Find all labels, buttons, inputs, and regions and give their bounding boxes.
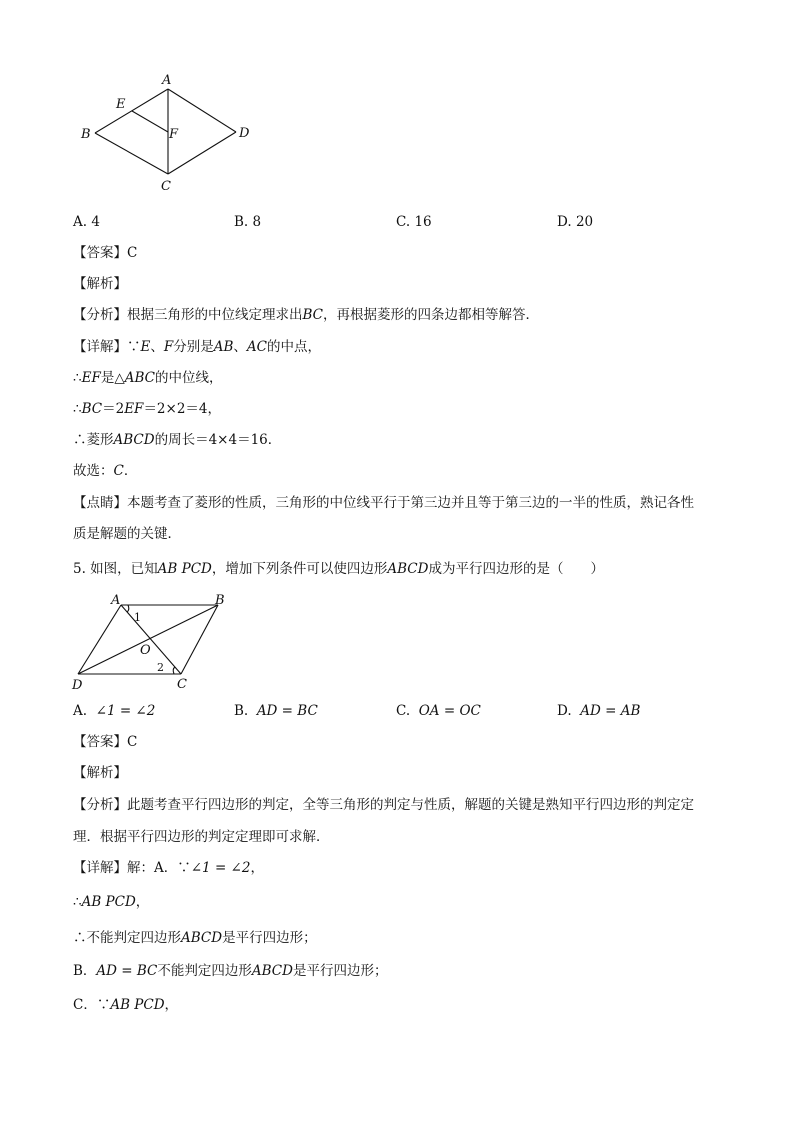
- q5-answer: 【答案】C: [73, 734, 138, 750]
- q5-jiexi-heading: 【解析】: [73, 765, 127, 781]
- q5-option-a: A. ∠1 = ∠2: [73, 703, 156, 719]
- edge-da: [168, 89, 236, 132]
- q4-choice: 故选：C．: [73, 463, 138, 479]
- diagonal-ac: [121, 605, 181, 674]
- q5-option-c: C. OA = OC: [396, 703, 481, 719]
- q4-jiexi-heading: 【解析】: [73, 276, 127, 292]
- edge-ab: [95, 89, 168, 133]
- edge-bc: [181, 605, 218, 674]
- midline-ef: [132, 111, 168, 132]
- q4-option-a: A. 4: [73, 214, 100, 230]
- angle-2-arc: [173, 667, 175, 674]
- label-e: E: [116, 97, 126, 112]
- label-a: A: [111, 593, 121, 608]
- q5-analysis-1: 【分析】此题考查平行四边形的判定，全等三角形的判定与性质，解题的关键是熟知平行四边形的判定定: [73, 797, 694, 813]
- q4-detail-1: 【详解】∵E、F分别是AB、AC的中点，: [73, 339, 321, 355]
- q5-detail-1: 【详解】解：A．∵∠1 = ∠2，: [73, 860, 264, 876]
- q5-option-b: B. AD = BC: [234, 703, 318, 719]
- q5-stem: 5. 如图，已知AB PCD，增加下列条件可以使四边形ABCD成为平行四边形的是（ ）: [73, 561, 604, 577]
- parallelogram-figure: [68, 590, 238, 695]
- label-1: 1: [134, 611, 141, 624]
- q4-detail-2: ∴EF是△ABC的中位线，: [73, 370, 223, 386]
- q4-comment-2: 质是解题的关键．: [73, 526, 181, 542]
- label-a: A: [162, 73, 172, 88]
- edge-bc: [95, 133, 168, 174]
- q5-detail-4: B．AD = BC不能判定四边形ABCD是平行四边形；: [73, 963, 388, 979]
- q4-detail-4: ∴菱形ABCD的周长＝4×4＝16．: [73, 432, 282, 448]
- q4-option-c: C. 16: [396, 214, 432, 230]
- q5-option-d: D. AD = AB: [557, 703, 641, 719]
- q4-answer: 【答案】C: [73, 245, 138, 261]
- label-b: B: [215, 593, 225, 608]
- label-2: 2: [157, 661, 164, 674]
- label-c: C: [177, 677, 187, 692]
- q4-comment-1: 【点睛】本题考查了菱形的性质，三角形的中位线平行于第三边并且等于第三边的一半的性质，熟记各性: [73, 495, 694, 511]
- q4-detail-3: ∴BC＝2EF＝2×2＝4，: [73, 401, 222, 417]
- label-d: D: [239, 126, 250, 141]
- label-f: F: [169, 127, 179, 142]
- q4-option-b: B. 8: [234, 214, 262, 230]
- angle-1-arc: [127, 605, 129, 612]
- q5-detail-5: C．∵AB PCD，: [73, 997, 179, 1013]
- label-b: B: [81, 127, 91, 142]
- q5-analysis-2: 理．根据平行四边形的判定定理即可求解．: [73, 829, 330, 845]
- label-d: D: [72, 678, 83, 693]
- label-o: O: [140, 643, 151, 658]
- edge-cd: [168, 132, 236, 174]
- q5-detail-2: ∴AB PCD，: [73, 894, 150, 910]
- q4-option-d: D. 20: [557, 214, 594, 230]
- label-c: C: [161, 179, 171, 194]
- q4-analysis: 【分析】根据三角形的中位线定理求出BC，再根据菱形的四条边都相等解答．: [73, 307, 540, 323]
- rhombus-figure: [78, 70, 263, 195]
- q5-detail-3: ∴不能判定四边形ABCD是平行四边形；: [73, 930, 317, 946]
